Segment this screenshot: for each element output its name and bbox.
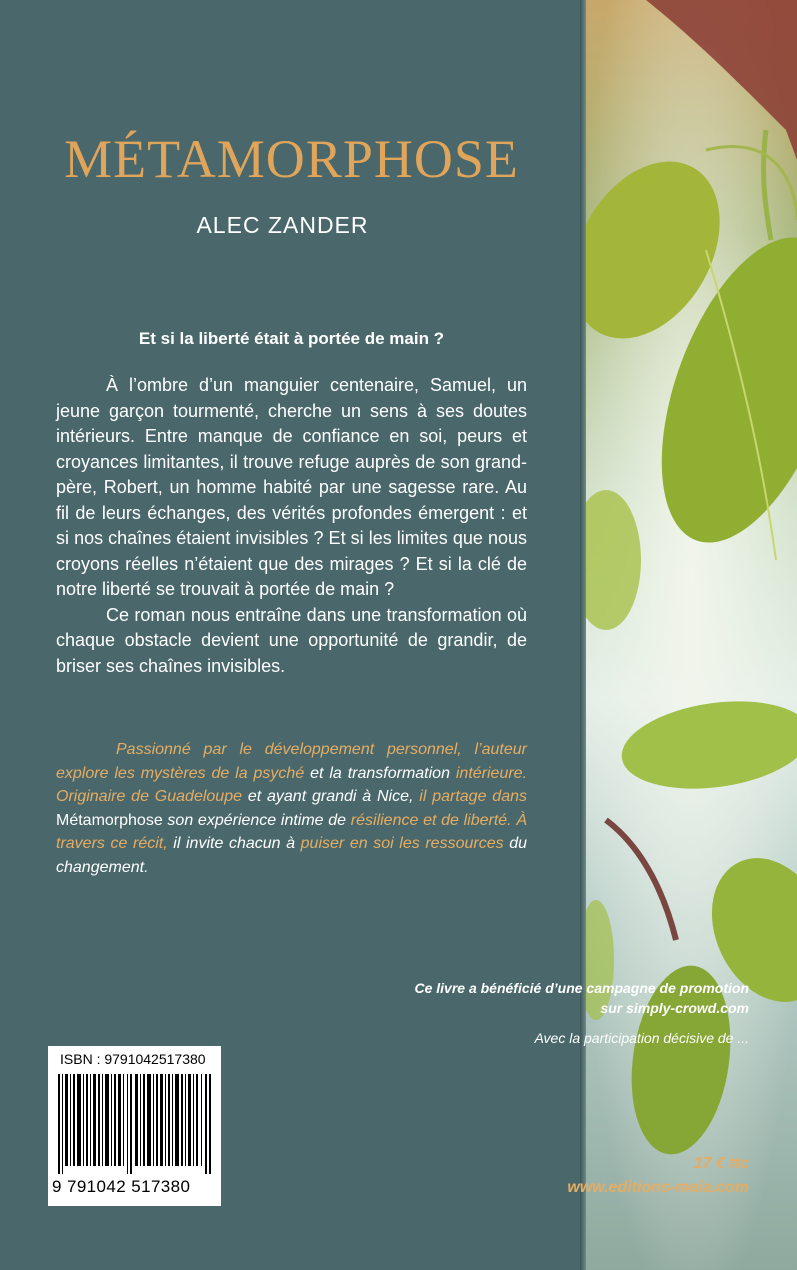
leaves-photo: [586, 0, 797, 1270]
promo-notice: [414, 978, 749, 1018]
author-bio: [56, 738, 527, 879]
bio-part: il invite chacun à: [167, 835, 301, 852]
author-name: ALEC ZANDER: [196, 212, 369, 238]
book-title: MÉTAMORPHOSE: [64, 129, 519, 189]
promo-line-2: sur simply-crowd.com: [600, 1000, 749, 1016]
synopsis: [56, 373, 527, 679]
publisher-website: www.editions-maia.com: [567, 1179, 749, 1196]
price-block: [567, 1152, 749, 1200]
leaves-illustration: [586, 0, 797, 1270]
bio-part: résilience et de liberté. À travers ce récit,: [56, 811, 528, 852]
bio-part: il partage dans: [419, 788, 528, 805]
price: 17 € ttc: [693, 1155, 749, 1172]
bio-part: du changement.: [56, 835, 528, 876]
synopsis-paragraph-2: Ce roman nous entraîne dans une transformation où chaque obstacle devient une opportunité de grandir, de briser ses chaînes invisibles.: [56, 604, 527, 676]
isbn-barcode: [48, 1046, 221, 1206]
bio-part: Passionné par le développement personnel, l’auteur explore les mystères de la psyché: [56, 741, 527, 782]
barcode-bars: [58, 1074, 211, 1174]
participation-note: Avec la participation décisive de ...: [534, 1030, 749, 1046]
bio-book-title: Métamorphose: [56, 811, 163, 829]
bio-part: intérieure. Originaire de Guadeloupe: [56, 764, 528, 805]
bio-part: puiser en soi les ressources: [300, 835, 504, 852]
synopsis-paragraph-1: À l’ombre d’un manguier centenaire, Samuel, un jeune garçon tourmenté, cherche un sens à ses doutes intérieurs. Entre manque de confiance en soi, peurs et croyances limitantes, il trouve refuge auprès de son grand-père, Robert, un homme habité par une sagesse rare. Au fil de leurs échanges, des vérités profondes émergent : et si nos chaînes étaient invisibles ? Et si les limites que nous croyons réelles n’étaient que des mirages ? Et si la clé de notre liberté se trouvait à portée de main ?: [56, 375, 527, 599]
isbn-digits: 9 791042 517380: [52, 1177, 191, 1196]
tagline-question: Et si la liberté était à portée de main ?: [138, 329, 445, 348]
isbn-label: ISBN : 9791042517380: [60, 1051, 206, 1067]
bio-part: son expérience intime de: [162, 811, 351, 829]
promo-line-1: Ce livre a bénéficié d’une campagne de promotion: [414, 980, 749, 996]
bio-part: et la transformation: [304, 764, 456, 782]
bio-part: et ayant grandi à Nice,: [242, 788, 420, 805]
